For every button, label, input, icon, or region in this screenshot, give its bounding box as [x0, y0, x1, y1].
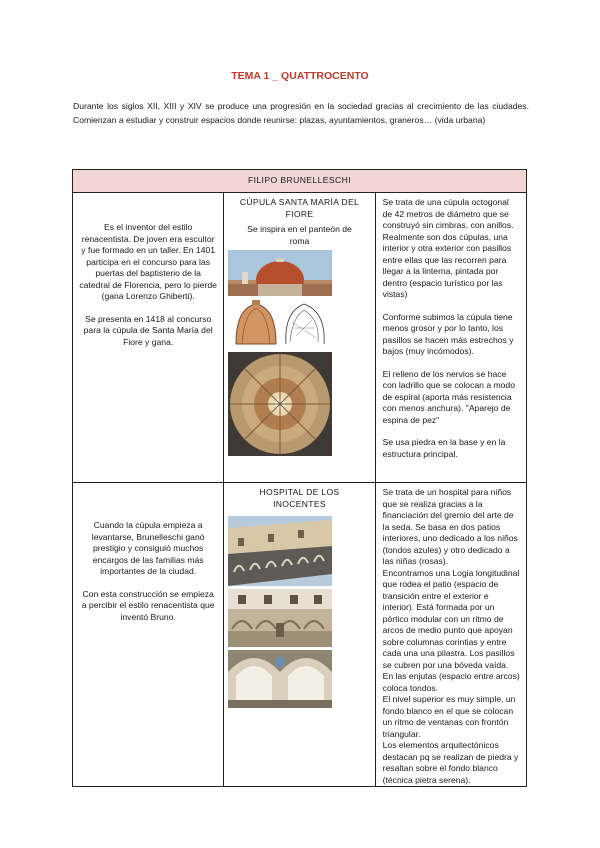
row1-middle-cell: [224, 193, 375, 483]
row2-right-cell: [375, 483, 526, 787]
table-row: [73, 483, 527, 787]
row1-middle-subtitle: Se inspira en el panteón de roma: [247, 224, 352, 246]
row1-middle-title: CÚPULA SANTA MARÍA DEL FIORE: [239, 197, 360, 219]
row2-right-p5: Los elementos arquitectónicos destacan pq se realizan de piedra y resaltan sobre el fondo blanco (técnica pietra serena).: [382, 740, 519, 785]
document-title: TEMA 1 _ QUATTROCENTO: [231, 70, 369, 82]
row1-left-p2: Se presenta en 1418 al concurso para la cúpula de Santa María del Fiore y gana.: [83, 313, 213, 347]
section-header: FILIPO BRUNELLESCHI: [73, 170, 527, 193]
row1-right-cell: [375, 193, 526, 483]
content-table: [72, 169, 527, 787]
hospital-courtyard-photo: [228, 589, 332, 647]
intro-paragraph: Durante los siglos XII, XIII y XIV se produce una progresión en la sociedad gracias al crecimiento de las ciudades. Comienzan a estudiar y construir espacios donde reunirse: plazas, ayuntamientos, graneros… (vida urbana): [73, 101, 529, 125]
row2-left-p1: Cuando la cúpula empieza a levantarse, Brunelleschi ganó prestigio y consiguió muchos encargos de las familias más importantes de la ciudad.: [91, 520, 205, 576]
row1-right-p2: Conforme subimos la cúpula tiene menos grosor y por lo tanto, los pasillos se hacen más estrechos y bajos (muy incómodos).: [382, 311, 514, 356]
row2-left-cell: [73, 483, 224, 787]
row2-right-p1: Se trata de un hospital para niños que se realiza gracias a la financiación del gremio del arte de la seda. Se basa en dos patios interiores, uno dedicado a los niños (tondos azules) y otro dedicado a las niñas (rosas).: [382, 487, 518, 566]
row2-middle-cell: [224, 483, 375, 787]
dome-drawing-photo: [228, 298, 332, 348]
dome-interior-fresco-photo: [228, 352, 332, 456]
duomo-exterior-photo: [228, 250, 332, 296]
row2-middle-title: HOSPITAL DE LOS INOCENTES: [259, 487, 340, 509]
row2-right-p2: Encontramos una Logia longitudinal que rodea el patio (espacio de transición entre el exterior e interior). Está formada por un pórtico modular con un ritmo de arcos de medio punto que apoyan sobre columnas corintias y entre cada una una pilastra. Los pasillos se cubren por una bóveda vaída.: [382, 567, 520, 670]
table-row: [73, 193, 527, 483]
row2-left-p2: Con esta construcción se empieza a percibir el estilo renacentista que inventó Bruno.: [81, 588, 215, 622]
row1-left-p1: Es el inventor del estilo renacentista. De joven era escultor y fue formado en un taller. En 1401 participa en el concurso para las puertas del baptisterio de la catedral de Florencia, pero lo pierde (gana Lorenzo Ghiberti).: [79, 222, 217, 301]
row1-right-p1: Se trata de una cúpula octogonal de 42 metros de diámetro que se construyó sin cimbras, con anillos. Realmente son dos cúpulas, una interior y otra exterior con pasillos entre ellas que las recorren para llegar a la linterna, pintada por dentro (espacio turístico por las vistas): [382, 197, 514, 299]
row1-right-p4: Se usa piedra en la base y en la estructura principal.: [382, 437, 506, 459]
row1-right-p3: El relleno de los nervios se hace con ladrillo que se colocan a modo de espiral (aporta más resistencia con menos anchura). "Aparejo de espina de pez": [382, 368, 515, 425]
hospital-loggia-photo: [228, 650, 332, 708]
row2-right-p4: El nivel superior es muy simple, un fondo blanco en el que se colocan un ritmo de ventanas con frontón triangular.: [382, 694, 516, 739]
row1-left-cell: [73, 193, 224, 483]
hospital-facade-photo: [228, 516, 332, 586]
row2-right-p3: En las enjutas (espacio entre arcos) coloca tondos.: [382, 671, 520, 693]
